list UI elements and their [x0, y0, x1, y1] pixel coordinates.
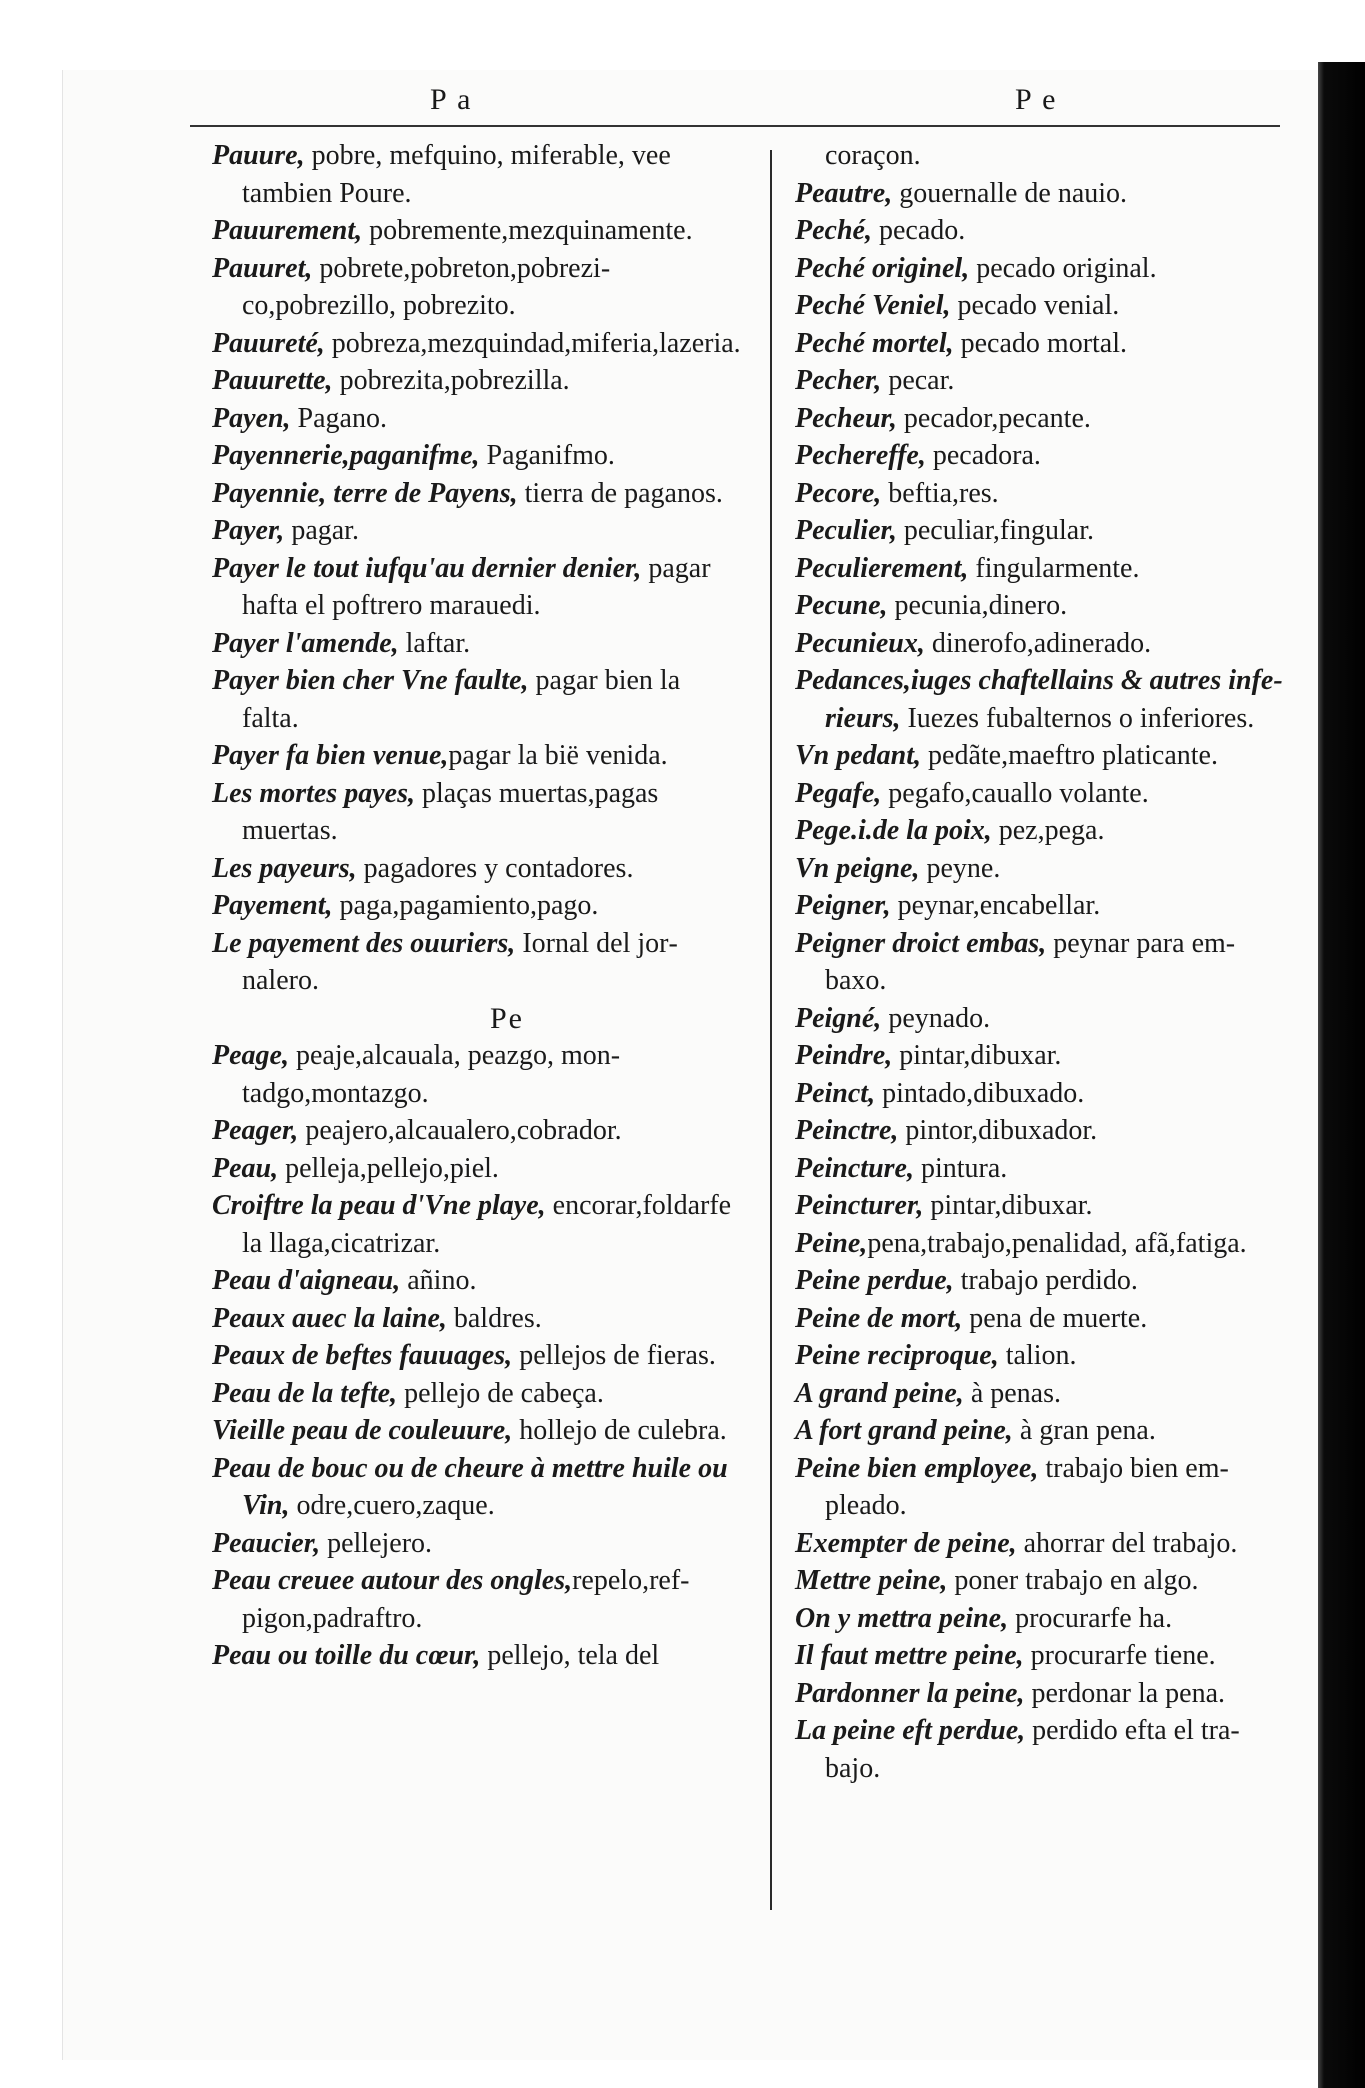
dictionary-entry — [795, 287, 1285, 325]
headword: Pauurement, — [212, 215, 363, 246]
translation: pegafo,cauallo volante. — [881, 777, 1149, 809]
headword: Peine, — [795, 1227, 868, 1259]
translation: pecar. — [881, 365, 955, 396]
headword: Peculier, — [795, 515, 897, 546]
translation: perdido efta el trabajo. — [825, 1715, 1240, 1784]
translation: peajero,alcaualero,cobrador. — [298, 1115, 622, 1146]
dictionary-entry — [795, 1562, 1285, 1600]
headword: Peigner droict embas, — [795, 927, 1047, 959]
dictionary-entry — [795, 1150, 1285, 1188]
dictionary-entry — [795, 1450, 1285, 1525]
headword: Mettre peine, — [795, 1565, 948, 1596]
headword: Pechereffe, — [795, 440, 926, 471]
headword: Vn peigne, — [795, 852, 920, 884]
headword: Pecher, — [795, 365, 882, 396]
translation: Paganifmo. — [479, 440, 615, 471]
translation: à penas. — [963, 1377, 1061, 1409]
dictionary-entry — [212, 1300, 742, 1338]
translation: pagar hafta el poftrero marauedi. — [242, 552, 711, 621]
dictionary-entry — [795, 1262, 1285, 1300]
headword: On y mettra peine, — [795, 1602, 1009, 1634]
headword: Payennerie,paganifme, — [212, 440, 480, 471]
headword: Pecune, — [795, 590, 888, 621]
headword: Croiftre la peau d'Vne playe, — [212, 1190, 546, 1221]
dictionary-entry — [212, 737, 742, 775]
translation: pelleja,pellejo,piel. — [278, 1152, 499, 1184]
dictionary-entry — [212, 512, 742, 550]
dictionary-entry — [795, 887, 1285, 925]
translation: pintar,dibuxar. — [923, 1190, 1093, 1221]
translation: pintura. — [914, 1152, 1008, 1184]
dictionary-entry — [795, 1712, 1285, 1787]
translation: pecadora. — [925, 440, 1041, 471]
header-rule — [190, 125, 1280, 127]
translation: peyne. — [919, 852, 1001, 884]
translation: poner trabajo en algo. — [947, 1565, 1199, 1596]
dictionary-entry — [212, 1412, 742, 1450]
translation: procurarfe ha. — [1008, 1602, 1173, 1634]
headword: Peinctre, — [795, 1115, 899, 1146]
headword: Peau de la tefte, — [212, 1377, 398, 1409]
dictionary-entry — [212, 400, 742, 438]
translation: pagar la bië venida. — [448, 740, 668, 771]
translation: ahorrar del trabajo. — [1016, 1527, 1238, 1559]
headword: Pecore, — [795, 477, 882, 509]
right-column — [795, 137, 1285, 1787]
translation: pellejo, tela del — [480, 1640, 660, 1671]
dictionary-entry — [212, 775, 742, 850]
translation: peaje,alcauala, peazgo, montadgo,montazgo. — [242, 1040, 621, 1109]
header-right: P e — [1015, 83, 1058, 116]
dictionary-entry — [212, 1562, 742, 1637]
headword: Les mortes payes, — [212, 777, 415, 809]
translation: beftia,res. — [881, 477, 999, 509]
headword: Le payement des ouuriers, — [212, 927, 516, 959]
dictionary-entry — [795, 737, 1285, 775]
dictionary-entry — [212, 887, 742, 925]
dictionary-entry — [795, 1037, 1285, 1075]
translation: pagar. — [284, 515, 359, 546]
translation: baldres. — [446, 1302, 542, 1334]
translation: pena,trabajo,penalidad, afã,fatiga. — [867, 1227, 1247, 1259]
translation: Iuezes fubalternos o inferiores. — [900, 702, 1255, 734]
translation: odre,cuero,zaque. — [289, 1490, 495, 1521]
headword: Peinct, — [795, 1077, 876, 1109]
dictionary-entry — [212, 437, 742, 475]
dictionary-entry — [212, 1150, 742, 1188]
dictionary-entry — [795, 925, 1285, 1000]
dictionary-entry — [212, 1450, 742, 1525]
dictionary-entry — [795, 1675, 1285, 1713]
translation: peynar,encabellar. — [890, 890, 1101, 921]
dictionary-entry — [795, 1637, 1285, 1675]
headword: Pecheur, — [795, 402, 897, 434]
headword: Payer le tout iufqu'au dernier denier, — [212, 552, 642, 584]
headword: Les payeurs, — [212, 852, 357, 884]
translation: trabajo bien empleado. — [825, 1452, 1229, 1521]
translation: perdonar la pena. — [1024, 1677, 1226, 1709]
dictionary-entry — [212, 137, 742, 212]
translation: à gran pena. — [1012, 1415, 1156, 1446]
dictionary-entry — [795, 475, 1285, 513]
translation: pecado mortal. — [953, 327, 1127, 359]
dictionary-entry — [795, 1225, 1285, 1263]
dictionary-entry — [795, 587, 1285, 625]
dictionary-entry — [795, 1075, 1285, 1113]
translation: pobreza,mezquindad,miferia,lazeria. — [324, 327, 741, 359]
dictionary-entry — [212, 325, 742, 363]
running-header — [190, 75, 1290, 125]
translation: trabajo perdido. — [953, 1265, 1138, 1296]
dictionary-entry — [795, 1000, 1285, 1038]
dictionary-entry — [795, 775, 1285, 813]
headword: Peché, — [795, 215, 872, 246]
dictionary-entry — [212, 362, 742, 400]
translation: pecunia,dinero. — [887, 590, 1068, 621]
headword: Peager, — [212, 1115, 299, 1146]
translation: pobrete,pobreton,pobrezico,pobrezillo, pobrezito. — [242, 252, 611, 321]
dictionary-entry — [212, 1337, 742, 1375]
dictionary-entry — [795, 1412, 1285, 1450]
headword: Peculierement, — [795, 552, 969, 584]
headword: Exempter de peine, — [795, 1527, 1017, 1559]
translation: pobrezita,pobrezilla. — [332, 365, 570, 396]
dictionary-entry — [795, 1600, 1285, 1638]
translation: Iornal del jornalero. — [242, 927, 678, 996]
dictionary-entry — [212, 850, 742, 888]
dictionary-entry — [212, 925, 742, 1000]
headword: Payen, — [212, 402, 291, 434]
headword: Peindre, — [795, 1040, 893, 1071]
dictionary-entry — [212, 1112, 742, 1150]
entry-continuation: coraçon. — [825, 140, 921, 171]
headword: Peage, — [212, 1040, 289, 1071]
translation: pobremente,mezquinamente. — [362, 215, 693, 246]
dictionary-entry — [212, 1375, 742, 1413]
translation: pecador,pecante. — [896, 402, 1091, 434]
headword: Pardonner la peine, — [795, 1677, 1025, 1709]
translation: pellejero. — [320, 1527, 433, 1559]
headword: Peché originel, — [795, 252, 970, 284]
headword: Payennie, terre de Payens, — [212, 477, 518, 509]
headword: Peaucier, — [212, 1527, 321, 1559]
headword: Peché mortel, — [795, 327, 954, 359]
headword: Pedances,iuges chaftellains & autres inferieurs, — [795, 665, 1283, 734]
headword: Peigné, — [795, 1002, 882, 1034]
dictionary-entry — [795, 1112, 1285, 1150]
translation: encorar,foldarfe la llaga,cicatrizar. — [242, 1190, 732, 1259]
translation: pedãte,maeftro platicante. — [921, 740, 1218, 771]
dictionary-entry — [795, 437, 1285, 475]
headword: Peau, — [212, 1152, 279, 1184]
dictionary-entry — [212, 662, 742, 737]
translation: peynado. — [881, 1002, 991, 1034]
dictionary-entry — [795, 1187, 1285, 1225]
headword: Peincturer, — [795, 1190, 924, 1221]
translation: pagadores y contadores. — [356, 852, 634, 884]
headword: Peau de bouc ou de cheure à mettre huile ou Vin, — [212, 1452, 728, 1521]
translation: pecado venial. — [950, 290, 1120, 321]
dictionary-entry — [212, 212, 742, 250]
dictionary-entry — [212, 1037, 742, 1112]
dictionary-entry — [795, 325, 1285, 363]
translation: pellejo de cabeça. — [397, 1377, 604, 1409]
translation: fingularmente. — [968, 552, 1140, 584]
column-divider — [770, 150, 772, 1910]
translation: pobre, mefquino, miferable, vee tambien Poure. — [242, 140, 671, 209]
dictionary-entry — [795, 250, 1285, 288]
headword: Il faut mettre peine, — [795, 1640, 1024, 1671]
dictionary-entry — [212, 1525, 742, 1563]
headword: Pauuret, — [212, 252, 313, 284]
scan-shadow — [1318, 62, 1365, 2088]
headword: Peau d'aigneau, — [212, 1265, 401, 1296]
headword: Peché Veniel, — [795, 290, 951, 321]
headword: Peine perdue, — [795, 1265, 954, 1296]
translation: pez,pega. — [991, 815, 1105, 846]
dictionary-entry — [795, 212, 1285, 250]
translation: peynar para embaxo. — [825, 927, 1236, 996]
translation: plaças muertas,pagas muertas. — [242, 777, 659, 846]
headword: A grand peine, — [795, 1377, 964, 1409]
headword: Vn pedant, — [795, 740, 922, 771]
dictionary-entry — [212, 625, 742, 663]
headword: La peine eft perdue, — [795, 1715, 1026, 1746]
headword: Peine bien employee, — [795, 1452, 1039, 1484]
headword: Peaux auec la laine, — [212, 1302, 447, 1334]
headword: Peautre, — [795, 177, 893, 209]
headword: Pegafe, — [795, 777, 882, 809]
headword: Pauure, — [212, 140, 305, 171]
headword: Peigner, — [795, 890, 891, 921]
dictionary-entry — [795, 175, 1285, 213]
dictionary-entry — [212, 1262, 742, 1300]
header-left: P a — [430, 83, 473, 116]
translation: gouernalle de nauio. — [892, 177, 1128, 209]
translation: añino. — [400, 1265, 477, 1296]
translation: Pagano. — [290, 402, 387, 434]
dictionary-entry — [795, 550, 1285, 588]
translation: pagar bien la falta. — [242, 665, 681, 734]
headword: Payement, — [212, 890, 333, 921]
dictionary-entry — [795, 662, 1285, 737]
headword: Peau creuee autour des ongles, — [212, 1565, 573, 1596]
headword: Pauurette, — [212, 365, 333, 396]
headword: Pege.i.de la poix, — [795, 815, 992, 846]
headword: Payer fa bien venue, — [212, 740, 449, 771]
dictionary-entry — [212, 1187, 742, 1262]
translation: laftar. — [398, 627, 471, 659]
translation: talion. — [998, 1340, 1077, 1371]
dictionary-entry — [795, 1337, 1285, 1375]
dictionary-entry — [795, 1525, 1285, 1563]
dictionary-entry — [212, 1637, 742, 1675]
dictionary-entry — [795, 512, 1285, 550]
headword: Payer bien cher Vne faulte, — [212, 665, 529, 696]
dictionary-entry — [795, 362, 1285, 400]
dictionary-entry — [212, 250, 742, 325]
dictionary-entry — [795, 812, 1285, 850]
headword: Peine de mort, — [795, 1302, 963, 1334]
headword: Peaux de beftes fauuages, — [212, 1340, 513, 1371]
headword: A fort grand peine, — [795, 1415, 1013, 1446]
translation: pena de muerte. — [962, 1302, 1148, 1334]
dictionary-entry — [212, 550, 742, 625]
dictionary-entry — [795, 625, 1285, 663]
dictionary-entry — [212, 475, 742, 513]
headword: Peincture, — [795, 1152, 914, 1184]
translation: pecado original. — [969, 252, 1157, 284]
dictionary-entry — [795, 850, 1285, 888]
dictionary-entry — [795, 1375, 1285, 1413]
headword: Pecunieux, — [795, 627, 925, 659]
translation: procurarfe tiene. — [1023, 1640, 1216, 1671]
translation: pintar,dibuxar. — [892, 1040, 1062, 1071]
headword: Payer l'amende, — [212, 627, 399, 659]
translation: peculiar,fingular. — [896, 515, 1095, 546]
section-heading: Pe — [490, 1001, 524, 1035]
translation: repelo,refpigon,padraftro. — [242, 1565, 690, 1634]
translation: tierra de paganos. — [517, 477, 723, 509]
translation: pecado. — [871, 215, 966, 246]
dictionary-entry — [795, 1300, 1285, 1338]
translation: pintor,dibuxador. — [898, 1115, 1098, 1146]
headword: Peine reciproque, — [795, 1340, 999, 1371]
translation: hollejo de culebra. — [512, 1415, 727, 1446]
translation: paga,pagamiento,pago. — [332, 890, 599, 921]
headword: Pauureté, — [212, 327, 325, 359]
dictionary-entry — [795, 400, 1285, 438]
headword: Peau ou toille du cœur, — [212, 1640, 481, 1671]
headword: Payer, — [212, 515, 285, 546]
translation: pintado,dibuxado. — [875, 1077, 1085, 1109]
translation: pellejos de fieras. — [512, 1340, 716, 1371]
headword: Vieille peau de couleuure, — [212, 1415, 513, 1446]
translation: dinerofo,adinerado. — [924, 627, 1152, 659]
left-column — [212, 137, 742, 1675]
